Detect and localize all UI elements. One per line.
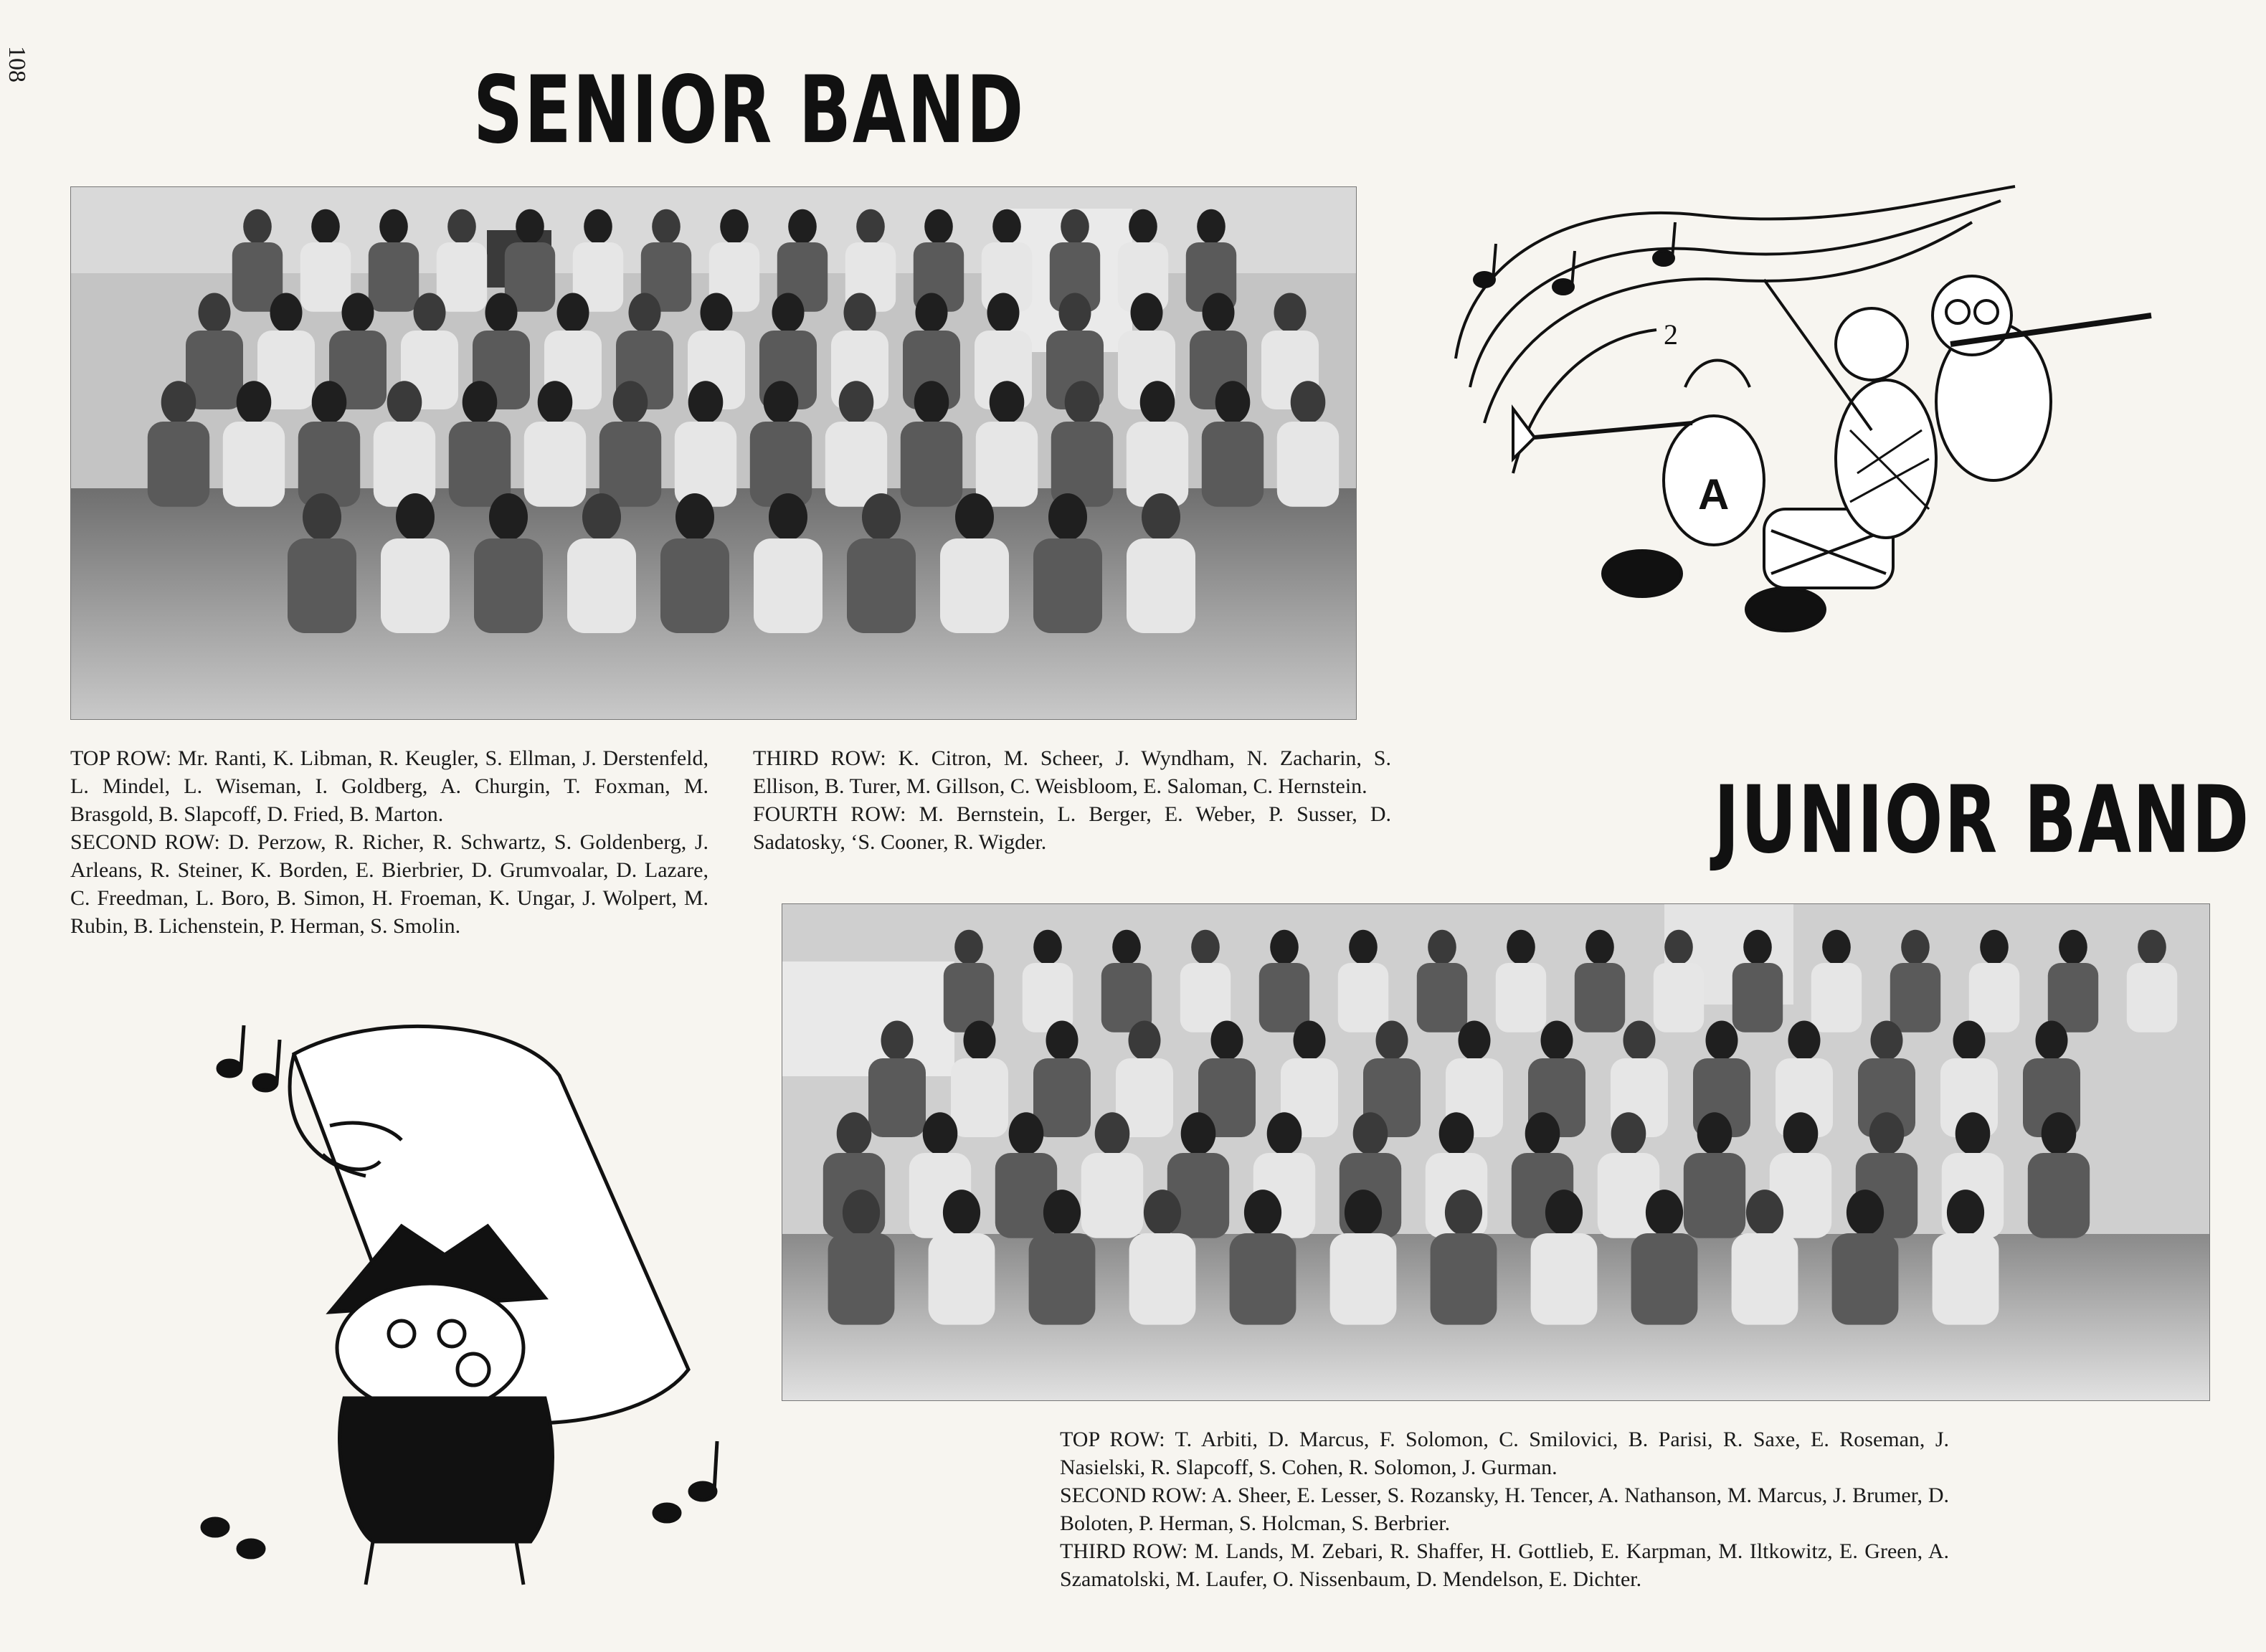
person-head xyxy=(613,381,648,423)
person-head xyxy=(582,493,621,541)
person-body xyxy=(847,538,916,633)
person-body xyxy=(754,538,823,633)
person-head xyxy=(489,493,528,541)
person-head xyxy=(1822,930,1851,964)
person-body xyxy=(449,422,511,507)
junior-band-caption xyxy=(1060,1425,1949,1593)
person-head xyxy=(1947,1190,1984,1235)
person-head xyxy=(1291,381,1326,423)
person-head xyxy=(1215,381,1251,423)
person-body xyxy=(148,422,209,507)
person-body xyxy=(940,538,1009,633)
person-head xyxy=(199,293,231,333)
person-head xyxy=(652,209,681,244)
person-head xyxy=(992,209,1021,244)
person-head xyxy=(311,209,340,244)
person-head xyxy=(2059,930,2087,964)
senior-fourth-row-names: FOURTH ROW: M. Bernstein, L. Berger, E. Weber, P. Susser, D. Sadatosky, ‘S. Cooner, R. Wigder. xyxy=(753,802,1391,854)
person-head xyxy=(1095,1112,1130,1154)
person-body xyxy=(1338,963,1388,1032)
person-head xyxy=(1129,1021,1161,1060)
person-body xyxy=(1631,1233,1698,1325)
person-body xyxy=(599,422,661,507)
junior-band-photo-image xyxy=(782,904,2209,1400)
person-body xyxy=(1732,1233,1798,1325)
person-body xyxy=(660,538,729,633)
person-body xyxy=(288,538,356,633)
person-body xyxy=(1890,963,1940,1032)
person-head xyxy=(1033,930,1062,964)
person-head xyxy=(1270,930,1299,964)
person-head xyxy=(688,381,724,423)
person-head xyxy=(1869,1112,1905,1154)
person-head xyxy=(303,493,341,541)
person-head xyxy=(1197,209,1226,244)
person-body xyxy=(1969,963,2019,1032)
person-head xyxy=(788,209,817,244)
person-head xyxy=(987,293,1020,333)
person-head xyxy=(916,293,948,333)
person-head xyxy=(1140,381,1175,423)
person-head xyxy=(862,493,901,541)
person-body xyxy=(1496,963,1546,1032)
person-body xyxy=(1811,963,1862,1032)
person-body xyxy=(298,422,360,507)
person-head xyxy=(769,493,807,541)
person-body xyxy=(1575,963,1625,1032)
person-body xyxy=(1330,1233,1397,1325)
person-head xyxy=(954,930,983,964)
person-head xyxy=(1142,493,1180,541)
person-body xyxy=(1531,1233,1598,1325)
person-body xyxy=(1081,1153,1143,1238)
person-head xyxy=(839,381,874,423)
person-head xyxy=(1706,1021,1738,1060)
person-head xyxy=(1191,930,1220,964)
person-head xyxy=(720,209,749,244)
person-head xyxy=(1623,1021,1656,1060)
person-head xyxy=(1211,1021,1243,1060)
person-head xyxy=(243,209,272,244)
person-body xyxy=(1933,1233,1999,1325)
person-head xyxy=(964,1021,996,1060)
person-head xyxy=(1980,930,2009,964)
page-number: 108 xyxy=(4,46,30,82)
person-head xyxy=(1131,293,1163,333)
person-body xyxy=(1129,1233,1196,1325)
person-body xyxy=(567,538,636,633)
person-head xyxy=(1459,1021,1491,1060)
person-head xyxy=(1953,1021,1986,1060)
person-head xyxy=(1611,1112,1646,1154)
person-head xyxy=(1507,930,1535,964)
person-head xyxy=(1244,1190,1281,1235)
person-body xyxy=(381,538,450,633)
person-head xyxy=(1783,1112,1819,1154)
chipmunk-shirt-letter: A xyxy=(1698,470,1730,518)
person-head xyxy=(1203,293,1235,333)
person-head xyxy=(414,293,446,333)
person-head xyxy=(1428,930,1456,964)
person-body xyxy=(750,422,812,507)
person-body xyxy=(524,422,586,507)
person-head xyxy=(447,209,476,244)
senior-top-row-names: TOP ROW: Mr. Ranti, K. Libman, R. Keugler, S. Ellman, J. Derstenfeld, L. Mindel, L. Wiseman, I. Goldberg, A. Churgin, T. Foxman, M. Brasgold, B. Slapcoff, D. Fried, B. Marton. xyxy=(70,746,708,826)
svg-text:2: 2 xyxy=(1664,318,1678,351)
person-body xyxy=(2127,963,2177,1032)
person-head xyxy=(1585,930,1614,964)
person-head xyxy=(990,381,1025,423)
person-head xyxy=(1144,1190,1181,1235)
person-head xyxy=(1274,293,1307,333)
person-head xyxy=(1871,1021,1903,1060)
person-head xyxy=(396,493,435,541)
person-head xyxy=(485,293,518,333)
person-head xyxy=(312,381,347,423)
person-head xyxy=(1664,930,1693,964)
person-head xyxy=(557,293,589,333)
person-head xyxy=(2138,930,2166,964)
person-head xyxy=(837,1112,872,1154)
person-head xyxy=(1349,930,1378,964)
person-body xyxy=(1051,422,1113,507)
person-body xyxy=(828,1233,895,1325)
junior-band-photo xyxy=(782,903,2210,1401)
person-head xyxy=(1065,381,1100,423)
person-head xyxy=(955,493,994,541)
person-head xyxy=(701,293,733,333)
person-body xyxy=(1259,963,1309,1032)
senior-band-photo-image xyxy=(71,187,1356,719)
person-head xyxy=(387,381,422,423)
junior-top-row-names: TOP ROW: T. Arbiti, D. Marcus, F. Solomon, C. Smilovici, B. Parisi, R. Saxe, E. Roseman, J. Nasielski, R. Slapcoff, S. Cohen, R. Solomon, J. Gurman. xyxy=(1060,1428,1949,1479)
person-head xyxy=(2042,1112,2077,1154)
person-head xyxy=(1048,493,1087,541)
person-head xyxy=(881,1021,914,1060)
person-head xyxy=(844,293,876,333)
person-body xyxy=(1431,1233,1497,1325)
person-head xyxy=(584,209,612,244)
person-body xyxy=(300,242,351,312)
person-head xyxy=(1267,1112,1302,1154)
person-head xyxy=(516,209,544,244)
person-body xyxy=(1832,1233,1899,1325)
junior-band-title: JUNIOR BAND xyxy=(1714,766,2251,875)
person-body xyxy=(976,422,1038,507)
person-head xyxy=(843,1190,880,1235)
person-body xyxy=(929,1233,995,1325)
junior-third-row-names: THIRD ROW: M. Lands, M. Zebari, R. Shaffer, H. Gottlieb, E. Karpman, M. Iltkowitz, E. Green, A. Szamatolski, M. Laufer, O. Nissenbaum, D. Mendelson, E. Dichter. xyxy=(1060,1539,1949,1591)
person-head xyxy=(342,293,374,333)
person-head xyxy=(1345,1190,1382,1235)
person-body xyxy=(1202,422,1264,507)
person-head xyxy=(764,381,799,423)
person-body xyxy=(951,1058,1008,1137)
person-head xyxy=(1646,1190,1683,1235)
person-body xyxy=(374,422,435,507)
person-head xyxy=(1445,1190,1482,1235)
person-head xyxy=(629,293,661,333)
senior-band-title: SENIOR BAND xyxy=(473,56,1025,165)
person-head xyxy=(1059,293,1091,333)
person-head xyxy=(856,209,885,244)
person-head xyxy=(270,293,303,333)
person-head xyxy=(1545,1190,1583,1235)
person-body xyxy=(1277,422,1339,507)
person-body xyxy=(868,1058,926,1137)
senior-band-photo xyxy=(70,186,1357,720)
senior-band-caption-left xyxy=(70,744,708,940)
chipmunk-band-illustration xyxy=(1427,172,2187,660)
person-head xyxy=(2036,1021,2068,1060)
person-body xyxy=(675,422,736,507)
person-head xyxy=(1746,1190,1783,1235)
person-body xyxy=(2028,1153,2090,1238)
person-head xyxy=(463,381,498,423)
person-head xyxy=(943,1190,980,1235)
person-head xyxy=(1697,1112,1732,1154)
person-body xyxy=(223,422,285,507)
person-head xyxy=(1009,1112,1044,1154)
person-head xyxy=(237,381,272,423)
person-head xyxy=(924,209,953,244)
person-body xyxy=(1732,963,1783,1032)
person-head xyxy=(379,209,408,244)
person-head xyxy=(1541,1021,1573,1060)
person-body xyxy=(901,422,962,507)
person-body xyxy=(1684,1153,1745,1238)
person-head xyxy=(1439,1112,1474,1154)
senior-band-caption-right xyxy=(753,744,1391,856)
person-head xyxy=(1376,1021,1408,1060)
person-head xyxy=(1181,1112,1216,1154)
person-body xyxy=(944,963,994,1032)
tuba-player-illustration xyxy=(186,997,760,1613)
person-head xyxy=(1129,209,1157,244)
person-head xyxy=(1956,1112,1991,1154)
person-head xyxy=(914,381,949,423)
person-head xyxy=(923,1112,958,1154)
junior-second-row-names: SECOND ROW: A. Sheer, E. Lesser, S. Rozansky, H. Tencer, A. Nathanson, M. Marcus, J. Brumer, D. Boloten, P. Herman, S. Holcman, S. Berbrier. xyxy=(1060,1484,1949,1535)
person-body xyxy=(1417,963,1467,1032)
person-head xyxy=(1353,1112,1388,1154)
person-body xyxy=(1230,1233,1296,1325)
person-head xyxy=(1788,1021,1821,1060)
person-head xyxy=(772,293,805,333)
person-head xyxy=(675,493,714,541)
person-body xyxy=(1127,538,1195,633)
person-head xyxy=(1743,930,1772,964)
person-head xyxy=(1043,1190,1081,1235)
senior-second-row-names: SECOND ROW: D. Perzow, R. Richer, R. Schwartz, S. Goldenberg, J. Arleans, R. Steiner, K. Borden, E. Bierbrier, D. Grumvoalar, D. Lazare, C. Freedman, L. Boro, B. Simon, H. Froeman, K. Ungar, J. Wolpert, M. Rubin, B. Lichenstein, P. Herman, S. Smolin. xyxy=(70,830,708,938)
person-body xyxy=(437,242,487,312)
person-head xyxy=(1112,930,1141,964)
person-head xyxy=(161,381,196,423)
person-head xyxy=(1046,1021,1079,1060)
person-body xyxy=(1654,963,1704,1032)
person-head xyxy=(1294,1021,1326,1060)
person-body xyxy=(1029,1233,1096,1325)
senior-third-row-names: THIRD ROW: K. Citron, M. Scheer, J. Wyndham, N. Zacharin, S. Ellison, B. Turer, M. Gillson, C. Weisbloom, E. Saloman, C. Hernstein. xyxy=(753,746,1391,798)
person-head xyxy=(1901,930,1930,964)
person-body xyxy=(369,242,419,312)
person-head xyxy=(1847,1190,1884,1235)
person-head xyxy=(1525,1112,1560,1154)
person-body xyxy=(1033,538,1102,633)
person-head xyxy=(538,381,573,423)
person-head xyxy=(1061,209,1089,244)
person-body xyxy=(474,538,543,633)
